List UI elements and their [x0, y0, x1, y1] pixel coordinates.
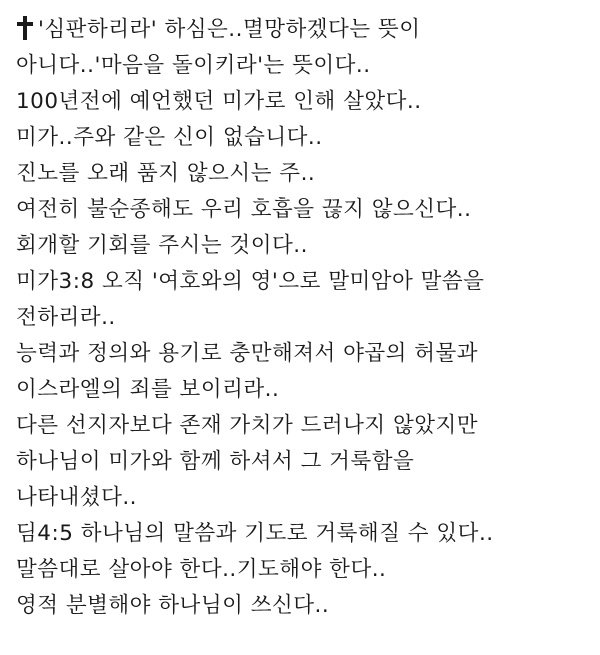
note-line-7: 회개할 기회를 주시는 것이다.. [16, 233, 308, 258]
note-line-13: 하나님이 미가와 함께 하셔서 그 거룩함을 [16, 449, 415, 474]
handwritten-note [16, 12, 592, 624]
note-line-4: 미가..주와 같은 신이 없습니다.. [16, 125, 323, 150]
note-line-14: 나타내셨다.. [16, 485, 138, 510]
note-text: '심판하리라' 하심은..멸망하겠다는 뜻이 [38, 17, 421, 42]
note-line-8: 미가3:8 오직 '여호와의 영'으로 말미암아 말씀을 [16, 269, 485, 294]
note-line-16: 말씀대로 살아야 한다..기도해야 한다.. [16, 557, 387, 582]
note-line-17: 영적 분별해야 하나님이 쓰신다.. [16, 593, 330, 618]
note-line-11: 이스라엘의 죄를 보이리라.. [16, 377, 280, 402]
note-line-9: 전하리라.. [16, 305, 116, 330]
note-line-2: 아니다..'마음을 돌이키라'는 뜻이다.. [16, 53, 371, 78]
note-line-6: 여전히 불순종해도 우리 호흡을 끊지 않으신다.. [16, 197, 472, 222]
cross-icon [16, 16, 34, 40]
note-line-12: 다른 선지자보다 존재 가치가 드러나지 않았지만 [16, 413, 479, 438]
note-line-5: 진노를 오래 품지 않으시는 주.. [16, 161, 316, 186]
note-line-15: 딤4:5 하나님의 말씀과 기도로 거룩해질 수 있다.. [16, 521, 494, 546]
note-line-3: 100년전에 예언했던 미가로 인해 살았다.. [16, 89, 422, 114]
note-line-10: 능력과 정의와 용기로 충만해져서 야곱의 허물과 [16, 341, 479, 366]
note-line-1 [16, 12, 592, 48]
